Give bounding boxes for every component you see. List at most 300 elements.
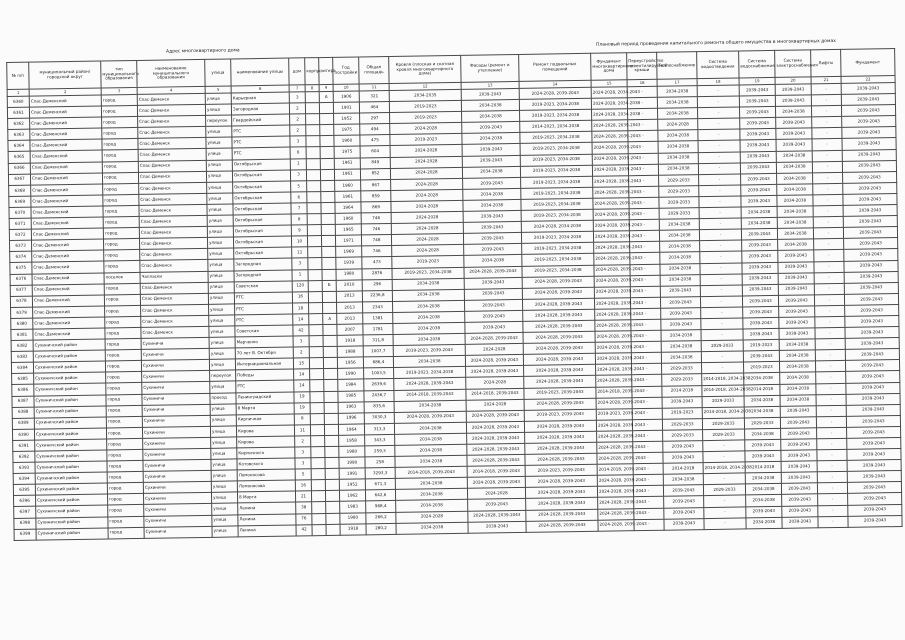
period-cell: 2024-2028, 2039-2043 — [524, 365, 596, 377]
period-cell: - — [701, 351, 743, 363]
table-cell — [311, 435, 325, 446]
period-cell: - — [814, 272, 844, 284]
table-cell — [326, 524, 340, 535]
period-cell: 2039-2043 — [842, 127, 896, 139]
period-cell: - — [813, 183, 843, 195]
table-cell: город — [108, 527, 144, 539]
table-cell — [309, 336, 323, 347]
table-cell: город — [105, 338, 141, 350]
column-header: Фасады (ремонт и утепление) — [461, 54, 519, 82]
period-cell: 2039-2043 — [663, 485, 703, 497]
column-header: дом — [289, 58, 305, 85]
period-cell: 2039-2043 — [781, 483, 817, 495]
table-cell: 2 — [289, 103, 305, 114]
table-cell: Спас-Деменский — [29, 106, 101, 118]
table-cell: 1980 — [339, 446, 365, 458]
period-cell: - — [811, 94, 841, 106]
column-number: 10 — [333, 84, 359, 91]
period-cell: - — [627, 97, 657, 109]
period-cell: - — [815, 339, 845, 351]
table-cell — [322, 258, 336, 269]
table-cell: 1961 — [334, 169, 360, 181]
table-cell: 266,2 — [366, 512, 396, 524]
period-cell: - — [813, 216, 843, 228]
period-cell: 2019-2023 — [743, 362, 779, 374]
table-cell: город — [106, 383, 142, 395]
table-cell: улица — [210, 404, 236, 416]
column-header: наименование муниципального образования — [137, 59, 205, 87]
period-cell: 2039-2043 — [847, 437, 901, 449]
period-cell: 2039-2043 — [843, 171, 897, 183]
table-cell: Сухиничский район — [35, 483, 107, 495]
table-cell: 6399 — [14, 529, 36, 540]
period-cell: 2039-2043 — [742, 284, 778, 296]
table-cell — [323, 346, 337, 357]
table-cell — [325, 446, 339, 457]
table-cell: Сухиничский район — [34, 406, 106, 418]
period-cell: 2039-2043 — [746, 506, 782, 518]
period-cell: - — [628, 164, 658, 176]
table-cell — [310, 369, 324, 380]
table-cell: 6397 — [14, 507, 36, 518]
table-cell: улица — [211, 448, 237, 460]
table-cell: Кирпичная — [236, 414, 294, 426]
table-cell — [311, 480, 325, 491]
period-cell: 2014-2018 — [662, 385, 702, 397]
period-cell: 2039-2043 — [742, 240, 778, 252]
table-cell — [325, 435, 339, 446]
period-cell: 2034-2038 — [462, 133, 520, 145]
period-cell: 2039-2043 — [464, 244, 522, 256]
table-cell: 8 — [294, 413, 310, 424]
table-cell: Сухиничи — [142, 426, 210, 438]
table-cell: город — [101, 106, 137, 118]
period-cell: 2024-2028, 2039-2043 — [522, 276, 594, 288]
column-number: 22 — [841, 76, 895, 84]
table-cell: 867 — [361, 179, 391, 191]
table-cell: 1960 — [335, 180, 361, 192]
period-cell: 2034-2038 — [661, 341, 701, 353]
table-cell: 3 — [289, 92, 305, 103]
period-cell: 2034-2038 — [393, 311, 465, 323]
table-cell: 2343 — [362, 301, 392, 313]
table-cell: 280,2 — [366, 523, 396, 535]
table-cell: 1960 — [335, 213, 361, 225]
period-cell: - — [704, 518, 746, 530]
table-cell: город — [102, 139, 138, 151]
table-cell — [306, 136, 320, 147]
period-cell: 2024-2028 — [658, 119, 698, 131]
period-cell: - — [818, 494, 848, 506]
column-header: Переустройство невентилируемой крыши — [627, 52, 657, 79]
table-cell: Сухиничский район — [36, 494, 108, 506]
period-cell: - — [816, 383, 846, 395]
period-cell: 2034-2038 — [658, 163, 698, 175]
table-cell: 6387 — [12, 396, 34, 407]
table-cell: улица — [207, 215, 233, 227]
period-cell: - — [814, 239, 844, 251]
period-cell: 2029-2033 — [662, 418, 702, 430]
table-cell: 6368 — [9, 185, 31, 196]
period-cell: - — [629, 219, 659, 231]
period-cell: 2034-2038 — [395, 444, 467, 456]
table-cell: Сухиничский район — [35, 461, 107, 473]
period-cell: 2024-2028, 2039-2043 — [598, 497, 634, 509]
period-cell: 2029-2033 — [663, 430, 703, 442]
period-cell: 2039-2043 — [775, 95, 811, 107]
period-cell: 2024-2028, 2039-2043 — [594, 275, 630, 287]
column-header: Фундамент многоквартирного дома — [591, 53, 627, 81]
period-cell: 2024-2028, 2039-2043 — [594, 286, 630, 298]
column-header: Общая площадь — [359, 56, 389, 83]
column-number: 11 — [359, 83, 389, 90]
period-cell: - — [816, 394, 846, 406]
table-cell: 1980 — [340, 512, 366, 524]
period-cell: 2039-2043 — [841, 83, 895, 95]
table-cell: 259,3 — [365, 445, 395, 457]
table-cell: город — [107, 472, 143, 484]
period-cell: 2039-2043 — [847, 460, 901, 472]
period-cell: - — [628, 142, 658, 154]
table-cell: город — [104, 261, 140, 273]
table-cell: 313,3 — [364, 423, 394, 435]
table-cell — [312, 502, 326, 513]
period-cell: - — [818, 516, 848, 528]
table-cell: 6378 — [10, 296, 32, 307]
period-cell: - — [699, 229, 741, 241]
period-cell: - — [817, 461, 847, 473]
period-cell: 2039-2043 — [843, 193, 897, 205]
period-cell: 2019-2023, 2034-2038 — [520, 154, 592, 166]
period-cell: 2024-2028, 2039-2043 — [523, 320, 595, 332]
table-cell: Спас-Деменск — [137, 93, 205, 105]
period-cell: 2024-2028, 2039-2043 — [597, 453, 633, 465]
period-cell: - — [628, 108, 658, 120]
table-cell: РТС — [236, 380, 294, 392]
table-cell: улица — [206, 148, 232, 160]
table-cell: город — [106, 427, 142, 439]
table-cell — [311, 458, 325, 469]
table-cell: 2013 — [336, 291, 362, 303]
period-cell: 2039-2043 — [741, 184, 777, 196]
period-cell: 2039-2043 — [779, 328, 815, 340]
table-cell: город — [102, 150, 138, 162]
period-cell: - — [634, 508, 664, 520]
period-cell: 2024-2028, 2039-2043 — [524, 420, 596, 432]
period-cell: 2019-2023 — [392, 256, 464, 268]
period-cell: - — [812, 128, 842, 140]
table-cell: город — [104, 283, 140, 295]
table-cell — [321, 213, 335, 224]
period-cell: - — [702, 362, 744, 374]
table-cell: улица — [210, 381, 236, 393]
period-cell: 2034-2038 — [393, 333, 465, 345]
period-cell: 2019-2023, 2034-2038 — [519, 98, 591, 110]
table-cell: 6376 — [10, 274, 32, 285]
table-cell: улица — [207, 226, 233, 238]
period-cell: 2039-2043 — [844, 293, 898, 305]
period-cell: 2039-2043 — [463, 233, 521, 245]
column-header: литера — [319, 57, 333, 84]
table-cell — [311, 469, 325, 480]
period-cell: - — [814, 294, 844, 306]
period-cell: 2024-2028, 2039-2043 — [593, 187, 629, 199]
period-cell: 2039-2043 — [742, 273, 778, 285]
column-header: Кровля (плоская и скатная кровля многоквартирного дома) — [389, 55, 461, 83]
table-cell: город — [107, 438, 143, 450]
period-cell: 2014-2018, 2039-2043 — [467, 466, 525, 478]
period-cell: 2019-2023, 2039-2043 — [596, 408, 632, 420]
table-cell — [306, 125, 320, 136]
period-cell: - — [630, 253, 660, 265]
column-number: 21 — [811, 76, 841, 83]
table-cell: 1983 — [340, 501, 366, 513]
period-cell: 2039-2043 — [848, 515, 902, 527]
table-cell: улица — [212, 526, 238, 538]
period-cell: - — [704, 495, 746, 507]
period-cell: 2024-2028, 2039-2043 — [592, 164, 628, 176]
period-cell: 2034-2038 — [779, 339, 815, 351]
table-cell: 6386 — [12, 385, 34, 396]
table-cell: Сухиничи — [143, 482, 211, 494]
table-cell — [324, 380, 338, 391]
period-cell: - — [632, 386, 662, 398]
table-cell: 2639,6 — [364, 379, 394, 391]
period-cell: 2039-2043 — [779, 306, 815, 318]
table-cell: город — [106, 372, 142, 384]
table-cell: Б — [322, 280, 336, 291]
table-cell: улица — [206, 137, 232, 149]
table-cell: Загородная — [234, 270, 292, 282]
table-cell: 1980 — [336, 268, 362, 280]
period-cell: 2024-2028, 2039-2043 — [596, 420, 632, 432]
table-cell: 6395 — [13, 484, 35, 495]
period-cell: 2039-2043 — [664, 518, 704, 530]
table-cell: город — [107, 449, 143, 461]
period-cell: 2029-2033 — [744, 417, 780, 429]
period-cell: 2034-2038 — [393, 356, 465, 368]
table-cell: Октябрьская — [234, 247, 292, 259]
period-cell: - — [630, 275, 660, 287]
table-cell — [325, 457, 339, 468]
table-cell — [311, 447, 325, 458]
period-cell: - — [813, 172, 843, 184]
table-cell: Сухиничи — [141, 349, 209, 361]
period-cell: 2039-2043 — [778, 250, 814, 262]
table-cell — [308, 291, 322, 302]
period-cell: 2034-2038 — [780, 383, 816, 395]
table-cell: Спас-Деменский — [30, 162, 102, 174]
period-cell: 2034-2038 — [745, 428, 781, 440]
period-cell: - — [633, 475, 663, 487]
table-cell: Октябрьская — [233, 203, 291, 215]
table-cell: Спас-Деменский — [32, 284, 104, 296]
table-cell: Сухиничи — [143, 459, 211, 471]
period-cell: 2024-2028, 2039-2043 — [525, 476, 597, 488]
period-cell: - — [700, 285, 742, 297]
period-cell: 2039-2043 — [743, 328, 779, 340]
table-cell — [323, 324, 337, 335]
table-cell: 1975 — [334, 146, 360, 158]
table-cell: город — [105, 327, 141, 339]
table-cell: улица — [207, 237, 233, 249]
period-cell: 2034-2038 — [744, 406, 780, 418]
table-cell: Победы — [236, 369, 294, 381]
period-cell: 2024-2028, 2039-2043 — [592, 142, 628, 154]
table-cell: улица — [212, 503, 238, 515]
table-cell — [320, 114, 334, 125]
period-cell: - — [699, 218, 741, 230]
period-cell: 2024-2028, 2039-2043 — [466, 410, 524, 422]
period-cell: 2039-2043 — [741, 173, 777, 185]
period-cell: 2039-2043 — [778, 295, 814, 307]
period-cell: 2039-2043 — [662, 396, 702, 408]
table-cell: 1964 — [338, 424, 364, 436]
period-cell: 2039-2043 — [848, 493, 902, 505]
period-cell: 2024-2028, 2039-2043 — [592, 131, 628, 143]
period-cell: - — [817, 449, 847, 461]
table-cell: Сухиничский район — [36, 517, 108, 529]
table-cell: 6393 — [13, 462, 35, 473]
table-cell: Спас-Деменский — [31, 239, 103, 251]
table-cell: улица — [211, 470, 237, 482]
column-header: Система водоснабжения — [739, 50, 775, 78]
table-cell: 2 — [290, 114, 306, 125]
period-cell: 2014-2018, 2034-2038 — [703, 462, 745, 474]
table-cell: Спас-Деменск — [140, 293, 208, 305]
period-cell: - — [812, 117, 842, 129]
period-cell: 2014-2018 — [744, 384, 780, 396]
period-cell: 2039-2043 — [778, 284, 814, 296]
period-cell: 2024-2028, 2039-2043 — [594, 253, 630, 265]
table-cell: Спас-Деменский — [30, 173, 102, 185]
table-cell: Сухиничи — [144, 526, 212, 538]
period-cell: 2039-2043 — [843, 216, 897, 228]
period-cell: 2019-2023, 2034-2038 — [521, 232, 593, 244]
period-cell: - — [632, 397, 662, 409]
table-cell: 2007 — [337, 324, 363, 336]
period-cell: 2024-2028 — [391, 178, 463, 190]
table-cell: 6366 — [8, 163, 30, 174]
period-cell: 2024-2028, 2039-2043 — [523, 331, 595, 343]
period-cell: 2024-2028, 2039-2043 — [597, 442, 633, 454]
table-cell — [324, 391, 338, 402]
period-cell: 2039-2043 — [742, 262, 778, 274]
table-cell — [307, 214, 321, 225]
period-cell: - — [628, 131, 658, 143]
period-cell: - — [628, 153, 658, 165]
table-cell: 1975 — [334, 124, 360, 136]
period-cell: 2019-2023, 2034-2038 — [522, 254, 594, 266]
period-cell: 2019-2023 — [389, 100, 461, 112]
table-cell: 296 — [362, 279, 392, 291]
period-cell: 2039-2043 — [841, 94, 895, 106]
period-cell: - — [701, 307, 743, 319]
column-header: тип муниципального образования — [101, 60, 137, 88]
period-cell: 2039-2043 — [745, 450, 781, 462]
table-cell: Сухиничский район — [36, 505, 108, 517]
period-cell: 2024-2028, 2039-2043 — [523, 354, 595, 366]
period-cell: 2019-2023, 2034-2038 — [521, 198, 593, 210]
period-cell: 2039-2043 — [843, 182, 897, 194]
period-cell: 2034-2038 — [660, 263, 700, 275]
column-header: № п/п — [7, 62, 29, 89]
period-cell: 2024-2028, 2039-2043 — [596, 364, 632, 376]
period-cell: 2024-2028, 2039-2043 — [465, 355, 523, 367]
table-cell: 297 — [360, 113, 390, 125]
period-cell: - — [697, 85, 739, 97]
period-cell: 2039-2043 — [740, 151, 776, 163]
period-cell: 2039-2043 — [660, 285, 700, 297]
period-cell: 2024-2028 — [391, 189, 463, 201]
period-cell: - — [631, 308, 661, 320]
table-cell: 18 — [293, 303, 309, 314]
column-header: Год постройки — [333, 57, 359, 84]
period-cell: 2014-2018, 2034-2038 — [702, 373, 744, 385]
table-cell: 671,3 — [365, 479, 395, 491]
period-cell: 2039-2043 — [464, 277, 522, 289]
period-cell: 2024-2028, 2039-2043 — [526, 520, 598, 532]
period-cell: - — [817, 438, 847, 450]
table-cell — [320, 147, 334, 158]
table-cell: Сухиничи — [143, 448, 211, 460]
table-cell: Сухиничи — [142, 404, 210, 416]
period-cell: 2019-2023, 2039-2043 — [525, 464, 597, 476]
period-cell: 2034-2038 — [461, 100, 519, 112]
table-cell: Спас-Деменск — [140, 260, 208, 272]
table-cell: 38 — [296, 502, 312, 513]
table-cell: 1991 — [339, 468, 365, 480]
table-cell: город — [103, 239, 139, 251]
period-cell: 2039-2043 — [461, 88, 519, 100]
table-cell: улица — [209, 304, 235, 316]
table-cell: 321 — [359, 90, 389, 102]
table-cell: город — [103, 183, 139, 195]
table-cell: А — [323, 313, 337, 324]
table-cell — [321, 180, 335, 191]
period-cell: - — [815, 350, 845, 362]
table-cell: город — [104, 250, 140, 262]
period-cell: 2019-2023, 2034-2038 — [520, 143, 592, 155]
period-cell: 2039-2043 — [846, 393, 900, 405]
period-cell: 2039-2043 — [844, 260, 898, 272]
period-cell: 2039-2043 — [462, 144, 520, 156]
table-cell: 6360 — [7, 96, 29, 107]
period-cell: - — [629, 175, 659, 187]
period-cell: 2029-2033 — [662, 374, 702, 386]
table-cell: Сухиничи — [142, 415, 210, 427]
table-cell: 849 — [360, 157, 390, 169]
table-cell: 6392 — [13, 451, 35, 462]
table-cell — [320, 125, 334, 136]
period-cell: 2034-2038 — [776, 150, 812, 162]
period-cell: 2039-2043 — [845, 304, 899, 316]
table-cell — [309, 313, 323, 324]
table-cell — [305, 103, 319, 114]
table-cell: 1988 — [337, 346, 363, 358]
table-cell: 3 — [290, 136, 306, 147]
table-cell: переулок — [206, 115, 232, 127]
table-cell: город — [101, 94, 137, 106]
table-cell: А — [319, 91, 333, 102]
table-cell: 1 — [290, 158, 306, 169]
period-cell: - — [629, 230, 659, 242]
table-cell: 3 — [293, 336, 309, 347]
table-cell: Спас-Деменск — [140, 282, 208, 294]
table-cell: 1964 — [335, 202, 361, 214]
table-cell: город — [102, 172, 138, 184]
table-cell: 16 — [295, 480, 311, 491]
